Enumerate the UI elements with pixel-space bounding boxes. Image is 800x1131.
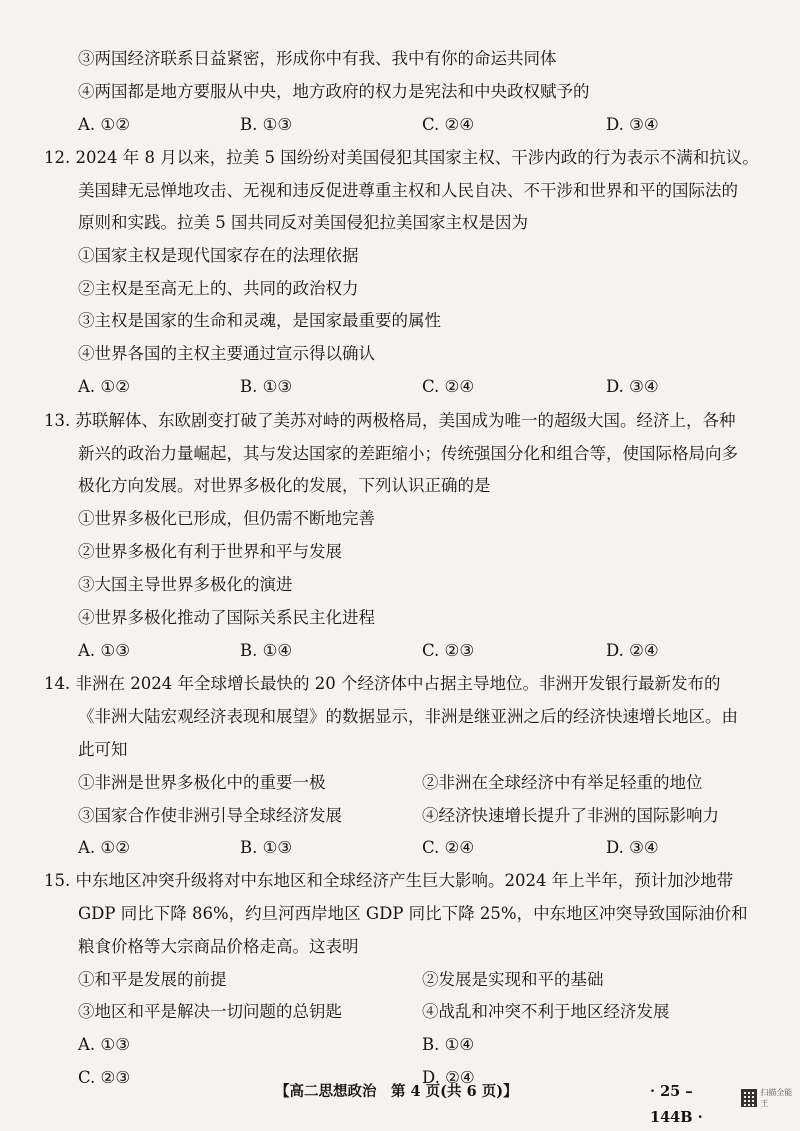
footer-exam-code: · 25 – 144B · xyxy=(650,1083,703,1126)
prev-option-4: ④两国都是地方要服从中央，地方政府的权力是宪法和中央政权赋予的 xyxy=(78,82,590,101)
footer-page-label: 【高二思想政治 第 4 页(共 6 页)】 xyxy=(275,1083,518,1100)
q14-stem-line-3: 此可知 xyxy=(78,740,128,759)
prev-option-3: ③两国经济联系日益紧密，形成你中有我、我中有你的命运共同体 xyxy=(78,49,557,68)
q15-stem-line-2: GDP 同比下降 86%，约旦河西岸地区 GDP 同比下降 25%，中东地区冲突导致国际油价和 xyxy=(78,904,748,923)
q12-stem-line-2: 美国肆无忌惮地攻击、无视和违反促进尊重主权和人民自决、不干涉和世界和平的国际法的 xyxy=(78,181,738,200)
q13-stem-line-2: 新兴的政治力量崛起，其与发达国家的差距缩小；传统强国分化和组合等，使国际格局向多 xyxy=(78,444,738,463)
q13-stem-line-1: 13. 苏联解体、东欧剧变打破了美苏对峙的两极格局，美国成为唯一的超级大国。经济上，各种 xyxy=(44,411,736,430)
q12-option-1: ①国家主权是现代国家存在的法理依据 xyxy=(78,246,359,265)
q12-stem-line-1: 12. 2024 年 8 月以来，拉美 5 国纷纷对美国侵犯其国家主权、干涉内政的行为表示不满和抗议。 xyxy=(44,148,759,167)
q12-option-2: ②主权是至高无上的、共同的政治权力 xyxy=(78,279,359,298)
q13-stem-line-3: 极化方向发展。对世界多极化的发展，下列认识正确的是 xyxy=(78,476,491,495)
q14-stem-line-2: 《非洲大陆宏观经济表现和展望》的数据显示，非洲是继亚洲之后的经济快速增长地区。由 xyxy=(78,707,738,726)
watermark-text: 扫描全能王 xyxy=(760,1088,793,1108)
q12-option-3: ③主权是国家的生命和灵魂，是国家最重要的属性 xyxy=(78,311,441,330)
qr-code-icon xyxy=(741,1089,757,1107)
scanner-watermark xyxy=(741,1089,796,1107)
q14-choices: A. ①② B. ①③ C. ②④ D. ③④ xyxy=(78,838,659,857)
q15-choices-row-1: A. ①③ B. ①④ xyxy=(78,1035,475,1054)
q13-option-4: ④世界多极化推动了国际关系民主化进程 xyxy=(78,608,375,627)
prev-choices: A. ①② B. ①③ C. ②④ D. ③④ xyxy=(78,115,659,134)
q13-choices: A. ①③ B. ①④ C. ②③ D. ②④ xyxy=(78,641,659,660)
q15-stem-line-1: 15. 中东地区冲突升级将对中东地区和全球经济产生巨大影响。2024 年上半年，预计加沙地带 xyxy=(44,871,734,890)
q15-stem-line-3: 粮食价格等大宗商品价格走高。这表明 xyxy=(78,937,359,956)
q14-options-row-1: ①非洲是世界多极化中的重要一极 ②非洲在全球经济中有举足轻重的地位 xyxy=(78,773,703,792)
q15-options-row-1: ①和平是发展的前提 ②发展是实现和平的基础 xyxy=(78,970,604,989)
q13-option-2: ②世界多极化有利于世界和平与发展 xyxy=(78,542,342,561)
q14-stem-line-1: 14. 非洲在 2024 年全球增长最快的 20 个经济体中占据主导地位。非洲开发银行最新发布的 xyxy=(44,674,721,693)
q15-choices-row-2: C. ②③ D. ②④ xyxy=(78,1068,475,1087)
q13-option-1: ①世界多极化已形成，但仍需不断地完善 xyxy=(78,509,375,528)
q13-option-3: ③大国主导世界多极化的演进 xyxy=(78,575,293,594)
footer-bar xyxy=(0,1079,740,1126)
q12-stem-line-3: 原则和实践。拉美 5 国共同反对美国侵犯拉美国家主权是因为 xyxy=(78,213,528,232)
q12-option-4: ④世界各国的主权主要通过宣示得以确认 xyxy=(78,344,375,363)
q15-options-row-2: ③地区和平是解决一切问题的总钥匙 ④战乱和冲突不利于地区经济发展 xyxy=(78,1002,670,1021)
q14-options-row-2: ③国家合作使非洲引导全球经济发展 ④经济快速增长提升了非洲的国际影响力 xyxy=(78,806,719,825)
q12-choices: A. ①② B. ①③ C. ②④ D. ③④ xyxy=(78,377,659,396)
